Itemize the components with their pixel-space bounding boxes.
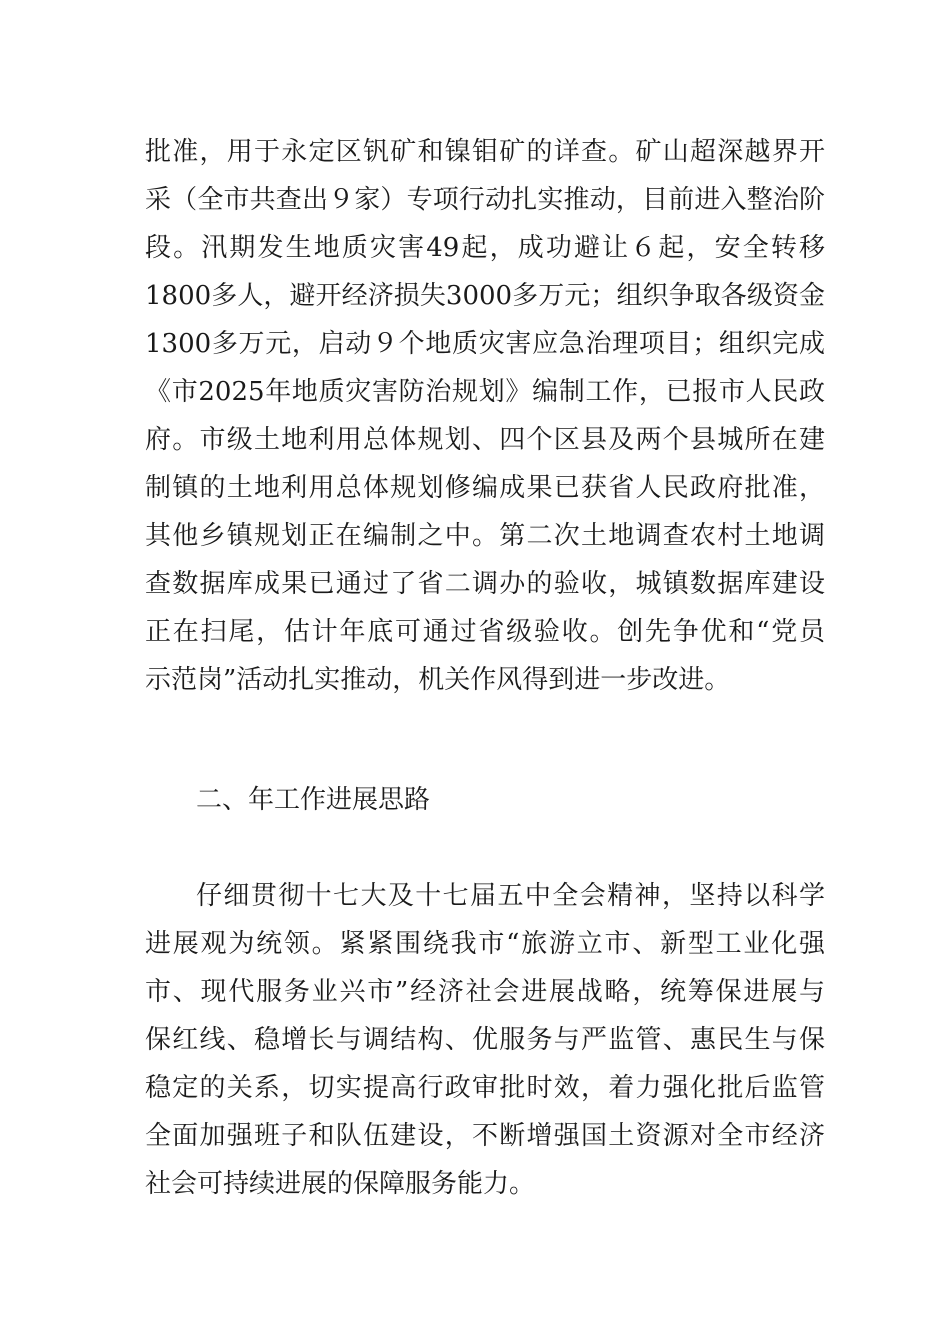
paragraph-line: 全面加强班子和队伍建设，不断增强国土资源对全市经济 [145,1121,825,1151]
paragraph-line: 府。市级土地利用总体规划、四个区县及两个县城所在建 [145,425,825,455]
paragraph-line: 进展观为统领。紧紧围绕我市“旅游立市、新型工业化强 [145,929,825,959]
paragraph-line: 1300多万元，启动９个地质灾害应急治理项目；组织完成 [145,329,825,359]
paragraph-line: 示范岗”活动扎实推动，机关作风得到进一步改进。 [145,665,731,695]
paragraph-line: 仔细贯彻十七大及十七届五中全会精神，坚持以科学 [196,881,825,911]
paragraph-line: 稳定的关系，切实提高行政审批时效，着力强化批后监管 [145,1073,825,1103]
paragraph-line: 段。汛期发生地质灾害49起，成功避让６起，安全转移 [145,233,825,263]
paragraph-line: 《市2025年地质灾害防治规划》编制工作，已报市人民政 [145,377,825,407]
paragraph-line: 批准，用于永定区钒矿和镍钼矿的详查。矿山超深越界开 [145,137,825,167]
paragraph-line: 正在扫尾，估计年底可通过省级验收。创先争优和“党员 [145,617,825,647]
paragraph-line: 市、现代服务业兴市”经济社会进展战略，统筹保进展与 [145,977,825,1007]
paragraph-line: 采（全市共查出９家）专项行动扎实推动，目前进入整治阶 [145,185,825,215]
paragraph-line: 制镇的土地利用总体规划修编成果已获省人民政府批准， [145,473,825,503]
paragraph-line: 1800多人，避开经济损失3000多万元；组织争取各级资金 [145,281,825,311]
paragraph-line: 查数据库成果已通过了省二调办的验收，城镇数据库建设 [145,569,825,599]
paragraph-line: 保红线、稳增长与调结构、优服务与严监管、惠民生与保 [145,1025,825,1055]
paragraph-line: 社会可持续进展的保障服务能力。 [145,1169,536,1199]
paragraph-line: 其他乡镇规划正在编制之中。第二次土地调查农村土地调 [145,521,825,551]
section-heading: 二、年工作进展思路 [196,785,431,815]
